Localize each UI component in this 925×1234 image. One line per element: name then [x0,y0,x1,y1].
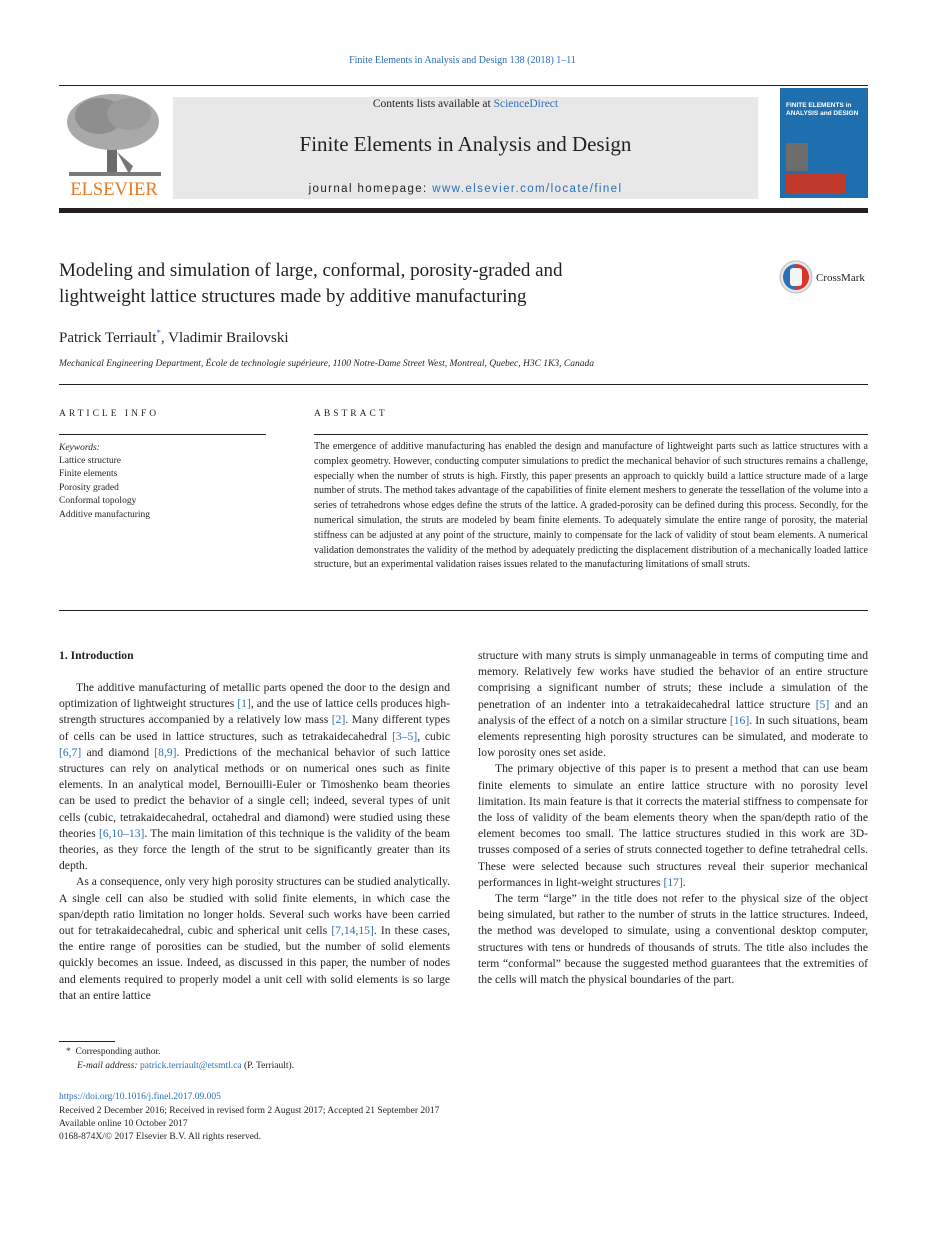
keywords-label: Keywords: [59,443,100,453]
keyword: Additive manufacturing [59,509,151,520]
paragraph-text: . In such situations, beam elements representing high porosity structures can be simulated, and moderate to low porosity ones set aside. [478,713,868,760]
affiliation: Mechanical Engineering Department, École de technologie supérieure, 1100 Notre-Dame Street West, Montreal, Quebec, H3C 1K3, Canada [59,359,594,369]
keyword: Porosity graded [59,482,119,493]
contents-prefix: Contents lists available at [372,98,494,110]
author-2: Vladimir Brailovski [168,330,289,346]
cover-title: FINITE ELEMENTS in ANALYSIS and DESIGN [786,102,859,117]
article-title [59,258,739,310]
header-thick-rule [59,208,868,213]
keyword: Lattice structure [59,456,121,466]
abstract-text: The emergence of additive manufacturing has enabled the design and manufacture of lightweight parts such as lattice structures with a complex geometry. However, conducting computer simulations to predict the mechanical behavior of such structures remains a challenge, especially when the number of struts is high. Firstly, this paper presents an approach to quickly build a lattice structure made of a large number of struts. The method takes advantage of the capabilities of finite element meshers to generate the tessellation of the volume into a series of tetrahedrons whose edges define the struts of the lattice. A graded-porosity can be defined during this process. Secondly, for the numerical simulation, the struts are modeled by beam finite elements. To adequately simulate the entire range of porosity, the material stiffness can be adjusted at any point of the structure, mainly to compensate for the lack of validity of stout beam elements. A numerical validation demonstrates the validity of the method by adequately predicting the displacement distribution of a mechanically loaded lattice structure, but an experimental validation raises issues related to the manufacturing limitations of small struts. [314,441,868,571]
article-title-line-1: Modeling and simulation of large, conformal, porosity-graded and [59,260,563,281]
paragraph [478,891,868,988]
paragraph [59,680,450,874]
paragraph-text: and an analysis of the effect of a notch on a similar structure [478,697,868,727]
paragraph-text: . In these cases, the entire range of porosities can be studied, but the number of solid elements quickly becomes an issue. Indeed, as discussed in this paper, the number of nodes and elements required to properly model a unit cell with solid elements is so large that an entire lattice [59,924,450,1002]
homepage-prefix: journal homepage: [308,183,433,195]
paragraph-text: , cubic [417,729,450,743]
paragraph [478,761,868,891]
paragraph-text: The additive manufacturing of metallic parts opened the door to the design and optimization of lightweight structures [59,681,450,711]
keyword: Finite elements [59,469,118,480]
article-title-line-2: lightweight lattice structures made by additive manufacturing [59,286,527,307]
abstract-bottom-rule [59,610,868,611]
article-info-rule [59,434,266,435]
paragraph-text: , and the use of lattice cells produces high-strength structures accompanied by a relatively low mass [59,697,450,727]
crossmark-label[interactable]: CrossMark [816,272,865,284]
citation-link[interactable]: [5] [815,697,830,711]
email-note [77,1060,294,1074]
publisher-logo-text: ELSEVIER [70,180,158,200]
keyword: Conformal topology [59,496,137,507]
corresponding-author-note [66,1046,160,1060]
footnote-mark: * [66,1047,71,1057]
citation-link[interactable]: [16] [729,713,750,727]
section-heading-introduction: 1. Introduction [59,649,134,662]
email-link[interactable]: patrick.terriault@etsmtl.ca [139,1061,242,1071]
paragraph-text: . Many different types of cells can be used in lattice structures, such as tetrakaidecahedral [59,713,450,743]
corresponding-author-text: Corresponding author. [75,1047,161,1057]
citation-link[interactable]: [17] [663,875,683,889]
citation-link[interactable]: [2] [331,713,346,727]
citation-link[interactable]: [7,14,15] [331,924,374,938]
paragraph [478,648,868,761]
citation-link[interactable]: [3–5] [392,729,418,743]
abstract-rule [314,434,868,435]
paragraph-text: As a consequence, only very high porosity structures can be studied analytically. A single cell can also be studied with solid finite elements, in which case the span/depth ratio limitation no longer holds. Several such works have been carried out for tetrakaidecahedral, cubic and spherical unit cells [59,875,450,938]
header-top-rule [59,85,868,86]
abstract-heading: ABSTRACT [314,409,388,419]
paragraph-text: . [682,875,686,889]
cover-figure-2 [786,174,846,194]
author-1: Patrick Terriault [59,330,157,346]
email-suffix: (P. Terriault). [241,1061,295,1071]
citation-link[interactable]: [6,7] [59,745,82,759]
citation-link[interactable]: [1] [237,697,251,711]
sciencedirect-link[interactable]: ScienceDirect [493,98,559,110]
corresponding-author-mark[interactable]: * [156,328,161,338]
footnote-rule [59,1041,115,1042]
paragraph-text: structure with many struts is simply unmanageable in terms of computing time and memory. Relatively few works have studied the behavior of an entire structure comprising a significant number of struts; these include a simulation of the penetration of an indenter into a tetrakaidecahedral lattice structure [478,649,868,711]
article-info-heading: ARTICLE INFO [59,409,160,419]
elsevier-tree-logo [59,92,169,182]
doi-text[interactable]: https://doi.org/10.1016/j.finel.2017.09.005 [59,1092,221,1102]
authors [59,328,289,347]
paragraph-text: . The main limitation of this technique is the validity of the beam theories, as they force the length of the strut to be significantly greater than its depth. [59,826,450,873]
citation-link[interactable]: [8,9] [154,745,177,759]
keywords-list [59,455,150,522]
received-dates: Received 2 December 2016; Received in revised form 2 August 2017; Accepted 21 September 2017 [59,1106,440,1116]
paragraph-text: The term “large” in the title does not refer to the physical size of the object being simulated, but rather to the number of struts in the lattice structures. Indeed, the method was developed to simulate, using a conventional desktop computer, structures with tens or hundreds of thousands of struts. The title also includes the term “conformal” because the suggested method guarantees that the extremities of the cells will match the physical boundaries of the part. [478,892,868,987]
journal-title: Finite Elements in Analysis and Design [299,132,632,156]
crossmark-icon[interactable] [779,260,813,294]
paragraph-text: and diamond [81,745,155,759]
copyright: 0168-874X/© 2017 Elsevier B.V. All rights reserved. [59,1132,262,1142]
left-column [59,680,450,1004]
doi-link[interactable] [59,1091,221,1105]
homepage-link[interactable]: www.elsevier.com/locate/finel [432,183,623,195]
available-online: Available online 10 October 2017 [59,1119,188,1129]
paragraph-text: The primary objective of this paper is to present a method that can use beam finite elements to simulate an entire lattice structure with no porosity level limitation. Its main feature is that it corrects the material stiffness to compensate for the loss of validity of the beam elements theory when the span/depth ratio of the element becomes too small. The lattice structures studied in this work are 3D-trusses composed of a series of struts connected together to define tetrahedral cells. These were selected because such structures reveal their superior mechanical performances in light-weight structures [478,762,868,889]
right-column [478,648,868,988]
email-label: E-mail address: [77,1061,140,1071]
cover-figure-1 [786,143,808,171]
citation-link[interactable]: [6,10–13] [98,826,145,840]
author-separator: , [160,330,169,346]
journal-homepage [173,183,758,195]
paragraph [59,874,450,1004]
paragraph-text: . Predictions of the mechanical behavior of such lattice structures can rely on analytical methods or on numerical ones such as finite elements. In an analytical model, Bernouilli-Euler or Timoshenko beam theories can be used to predict the behavior of a single cell; indeed, several types of unit cells (cubic, tetrakaidecahedral, octahedral and diamond) were studied using these theories [59,745,450,840]
info-top-rule [59,384,868,385]
contents-line [173,98,758,110]
running-head[interactable]: Finite Elements in Analysis and Design 138 (2018) 1–11 [349,55,576,66]
journal-cover-image [780,88,868,198]
